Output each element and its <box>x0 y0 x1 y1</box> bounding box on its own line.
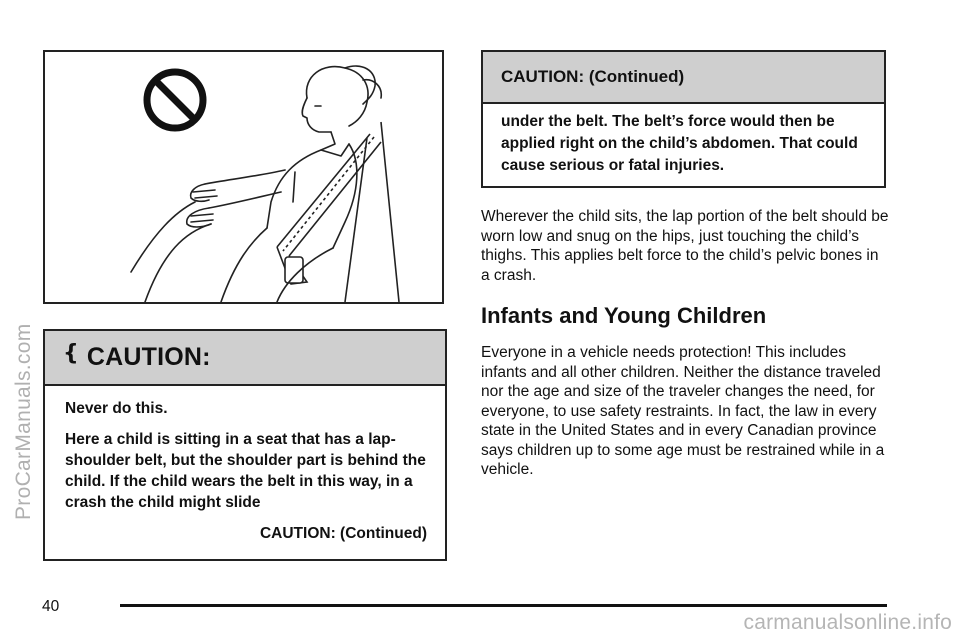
caution-header <box>45 331 445 386</box>
paragraph-lap-belt: Wherever the child sits, the lap portion of the belt should be worn low and snug on the hips, just touching the child’s thighs. This applies belt force to the child’s pelvic bones in a crash. <box>481 208 889 284</box>
page-number: 40 <box>42 598 60 615</box>
caution-title: CAUTION: <box>86 343 211 371</box>
caution-box <box>43 329 447 561</box>
illustration-box <box>43 50 444 304</box>
paragraph-infants: Everyone in a vehicle needs protection! This includes infants and all other children. Neither the distance traveled nor the age and size of the traveler changes the need, for everyone, to use safety restraints. In fact, the law in every state in the United States and in every Canadian province says children up to some age must be restrained while in a vehicle. <box>481 344 885 478</box>
caution-body <box>45 386 445 544</box>
caution-continued-box <box>481 50 886 188</box>
caution-continued-header: CAUTION: (Continued) <box>483 52 884 104</box>
prohibition-icon <box>147 72 203 128</box>
footer-rule <box>120 604 887 607</box>
child-belt-illustration <box>45 52 442 302</box>
section-heading: Infants and Young Children <box>481 303 767 328</box>
caution-continued-label: CAUTION: (Continued) <box>259 525 427 542</box>
warning-icon: { <box>63 341 79 366</box>
watermark-footer: carmanualsonline.info <box>743 611 952 634</box>
watermark-left: ProCarManuals.com <box>12 323 35 520</box>
seat-outline <box>345 122 399 302</box>
child-figure <box>131 66 381 302</box>
seatbelt <box>277 134 381 284</box>
caution-line-2: Here a child is sitting in a seat that has a lap-shoulder belt, but the shoulder part is behind the child. If the child wears the belt in this way, in a crash the child might slide <box>65 431 426 511</box>
caution-continued-text: under the belt. The belt’s force would then be applied right on the child’s abdomen. That could cause serious or fatal injuries. <box>501 113 858 174</box>
caution-line-1: Never do this. <box>65 400 168 417</box>
